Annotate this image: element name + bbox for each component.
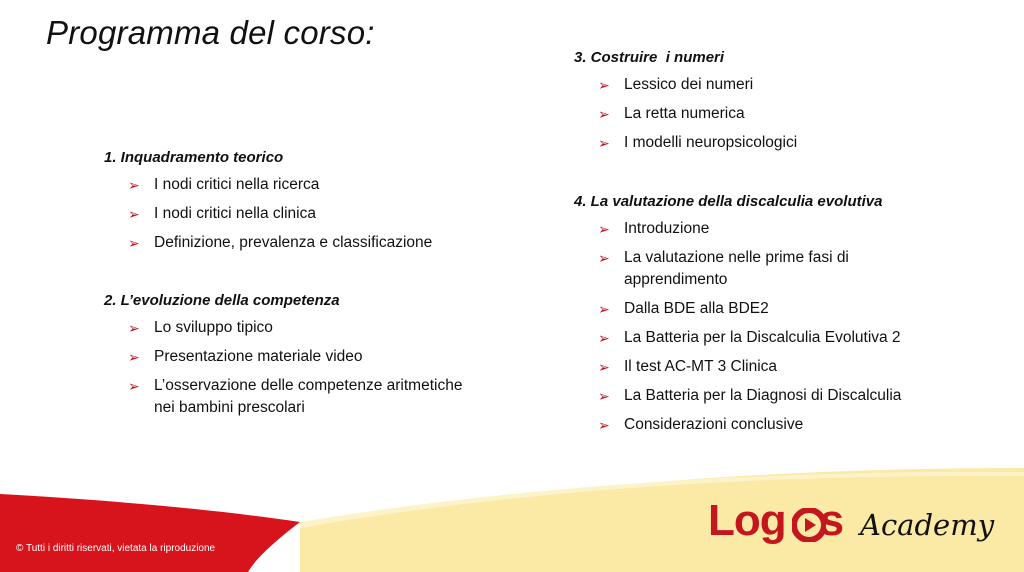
copyright-notice: © Tutti i diritti riservati, vietata la riproduzione [16, 543, 216, 554]
section-3 [574, 49, 994, 161]
list-item-text: Lessico dei numeri [624, 76, 754, 93]
list-item [574, 298, 994, 320]
list-item-text: Definizione, prevalenza e classificazione [154, 234, 433, 251]
bullet-arrow-icon: ➢ [598, 359, 610, 375]
bullet-arrow-icon: ➢ [598, 330, 610, 346]
bullet-arrow-icon: ➢ [598, 106, 610, 122]
play-icon [792, 508, 826, 542]
list-item [574, 74, 994, 96]
section-1 [104, 149, 524, 261]
bullet-arrow-icon: ➢ [598, 221, 610, 237]
bullet-arrow-icon: ➢ [598, 77, 610, 93]
list-item [574, 103, 994, 125]
list-item [574, 247, 934, 291]
logo-text-left: Log [708, 496, 786, 545]
section-heading: 1. Inquadramento teorico [104, 149, 284, 166]
list-item [574, 218, 994, 240]
list-item-text: Considerazioni conclusive [624, 416, 804, 433]
section-4 [574, 193, 994, 443]
bullet-arrow-icon: ➢ [598, 417, 610, 433]
bullet-arrow-icon: ➢ [128, 320, 140, 336]
bullet-arrow-icon: ➢ [598, 250, 610, 266]
bullet-arrow-icon: ➢ [598, 388, 610, 404]
logo-script-text: Academy [860, 508, 995, 542]
section-heading: 2. L’evoluzione della competenza [104, 292, 340, 309]
list-item [104, 346, 524, 368]
list-item [104, 375, 484, 419]
list-item [104, 232, 524, 254]
list-item-text: I modelli neuropsicologici [624, 134, 798, 151]
bullet-arrow-icon: ➢ [128, 378, 140, 394]
list-item [104, 203, 524, 225]
section-items [104, 317, 524, 419]
list-item [574, 385, 994, 407]
bullet-arrow-icon: ➢ [128, 206, 140, 222]
section-items [574, 74, 994, 154]
list-item-text: L’osservazione delle competenze aritmetiche nei bambini prescolari [154, 377, 463, 416]
bullet-arrow-icon: ➢ [128, 177, 140, 193]
list-item-text: La Batteria per la Diagnosi di Discalculia [624, 387, 902, 404]
list-item-text: I nodi critici nella clinica [154, 205, 316, 222]
list-item-text: Il test AC-MT 3 Clinica [624, 358, 778, 375]
bullet-arrow-icon: ➢ [598, 301, 610, 317]
bullet-arrow-icon: ➢ [598, 135, 610, 151]
section-items [104, 174, 524, 254]
list-item-text: I nodi critici nella ricerca [154, 176, 320, 193]
list-item-text: Introduzione [624, 220, 710, 237]
page-title: Programma del corso: [46, 14, 375, 51]
list-item-text: La Batteria per la Discalculia Evolutiva 2 [624, 329, 901, 346]
list-item [574, 132, 994, 154]
logo-text-right: s [819, 496, 844, 545]
section-items [574, 218, 994, 436]
section-heading: 3. Costruire i numeri [574, 49, 725, 66]
list-item [574, 327, 994, 349]
list-item-text: Lo sviluppo tipico [154, 319, 273, 336]
list-item-text: La valutazione nelle prime fasi di apprendimento [624, 249, 849, 288]
logos-academy-logo [708, 496, 1008, 560]
list-item-text: La retta numerica [624, 105, 745, 122]
footer-red-band [0, 494, 300, 572]
section-heading: 4. La valutazione della discalculia evolutiva [574, 193, 883, 210]
list-item-text: Dalla BDE alla BDE2 [624, 300, 769, 317]
list-item [574, 414, 994, 436]
section-2 [104, 292, 524, 426]
list-item [104, 317, 524, 339]
list-item [104, 174, 524, 196]
list-item [574, 356, 994, 378]
bullet-arrow-icon: ➢ [128, 349, 140, 365]
bullet-arrow-icon: ➢ [128, 235, 140, 251]
list-item-text: Presentazione materiale video [154, 348, 363, 365]
